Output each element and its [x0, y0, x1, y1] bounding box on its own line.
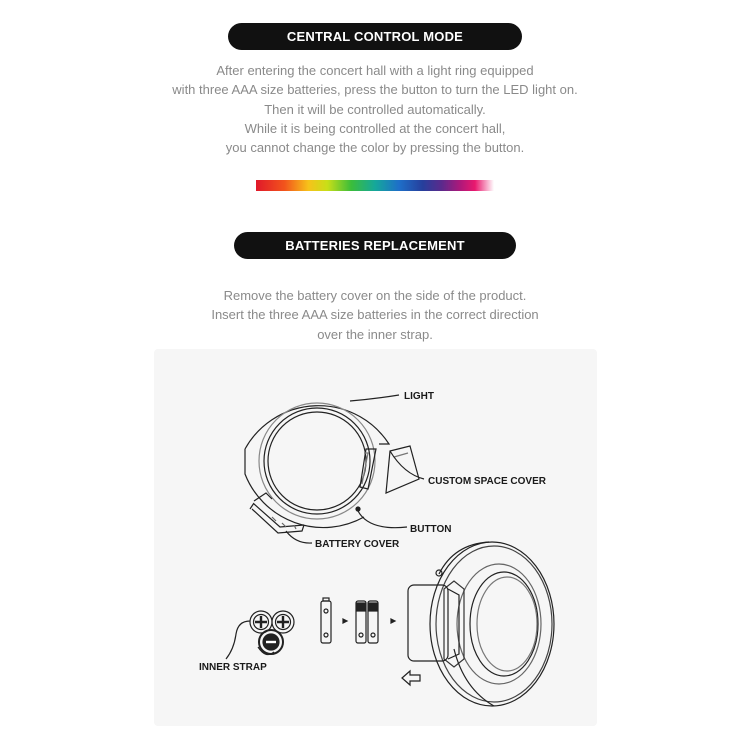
light-ring-top-view	[245, 403, 419, 533]
description-line: with three AAA size batteries, press the button to turn the LED light on.	[172, 82, 578, 98]
arrow-icon	[343, 619, 347, 623]
description-line: After entering the concert hall with a light ring equipped	[216, 63, 534, 78]
two-batteries-icon	[356, 601, 378, 643]
central-control-title: CENTRAL CONTROL MODE	[228, 23, 522, 50]
description-line: Insert the three AAA size batteries in the correct direction	[211, 307, 539, 323]
batteries-replacement-title: BATTERIES REPLACEMENT	[234, 232, 516, 259]
arrow-icon	[391, 619, 395, 623]
battery-diagram	[154, 349, 597, 726]
light-leader-line	[350, 395, 399, 401]
description-line: over the inner strap.	[317, 326, 433, 342]
diagram-panel	[154, 349, 597, 726]
label-button: BUTTON	[410, 524, 452, 535]
button-leader-line	[358, 511, 407, 528]
description-line: While it is being controlled at the concert hall,	[244, 120, 506, 136]
batteries-replacement-description	[0, 286, 750, 344]
single-battery-icon	[321, 598, 331, 643]
battery-cover-leader-line	[286, 531, 312, 543]
label-inner-strap: INNER STRAP	[199, 662, 267, 673]
description-line: you cannot change the color by pressing the button.	[225, 140, 525, 156]
central-control-description	[0, 61, 750, 157]
description-line: Remove the battery cover on the side of the product.	[223, 288, 527, 303]
description-line: Then it will be controlled automatically.	[264, 101, 486, 117]
custom-cover-leader-line	[390, 451, 424, 479]
label-custom-space-cover: CUSTOM SPACE COVER	[428, 476, 546, 487]
hollow-arrow-icon	[402, 671, 420, 685]
inner-strap-icon	[226, 611, 294, 659]
color-spectrum-bar	[256, 180, 494, 191]
label-battery-cover: BATTERY COVER	[315, 539, 400, 550]
light-ring-side-view	[408, 542, 554, 706]
label-light: LIGHT	[404, 391, 434, 402]
